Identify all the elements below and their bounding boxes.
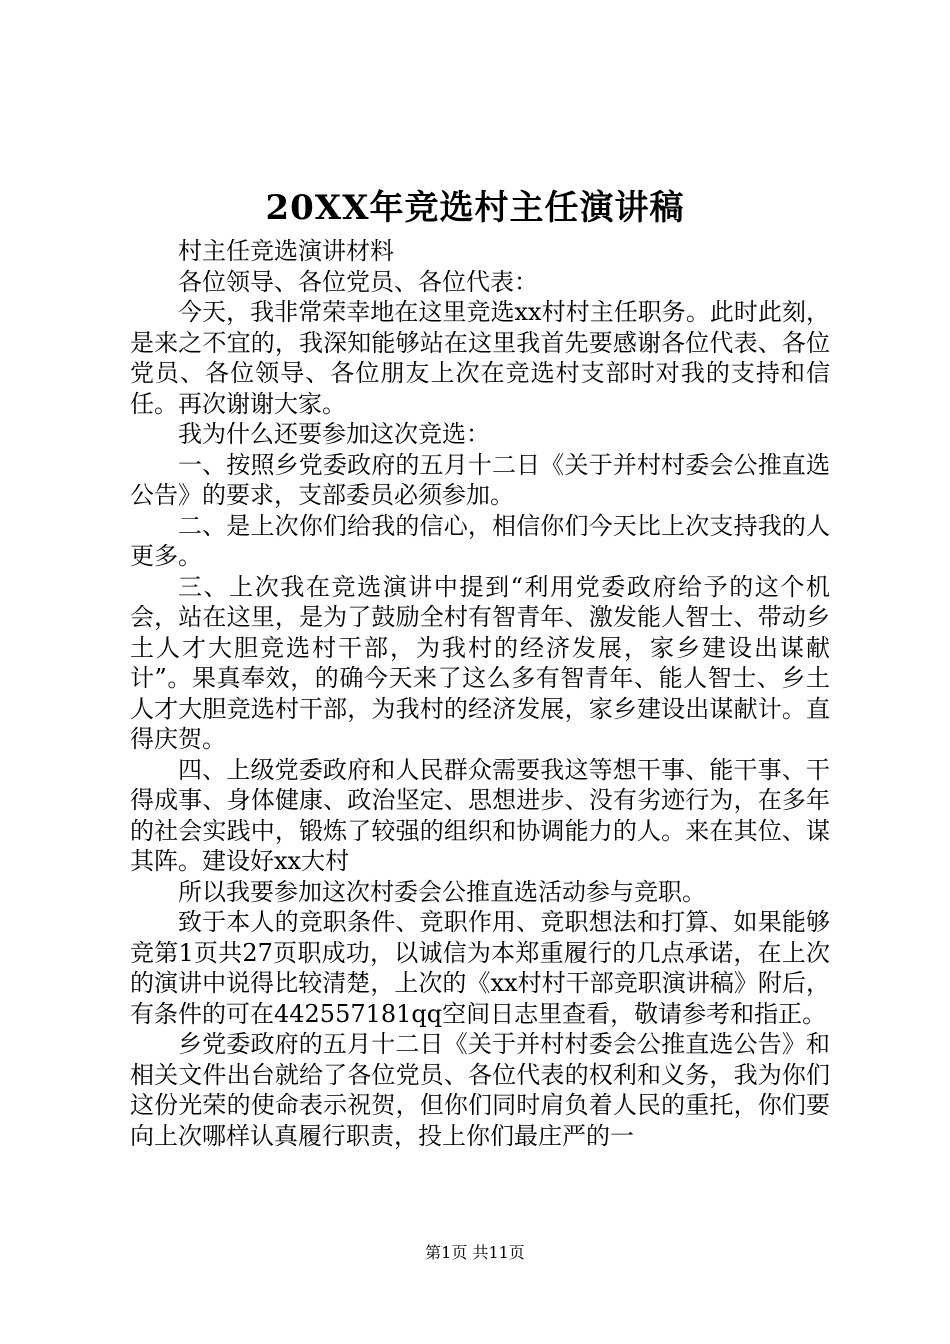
paragraph: 二、是上次你们给我的信心，相信你们今天比上次支持我的人更多。	[130, 511, 830, 570]
document-title: 20XX年竞选村主任演讲稿	[265, 188, 685, 228]
paragraph: 一、按照乡党委政府的五月十二日《关于并村村委会公推直选公告》的要求，支部委员必须参加。	[130, 450, 830, 509]
paragraph-salutation: 各位领导、各位党员、各位代表：	[178, 267, 538, 296]
paragraph-subtitle: 村主任竞选演讲材料	[178, 237, 394, 265]
paragraph: 三、上次我在竞选演讲中提到“利用党委政府给予的这个机会，站在这里，是为了鼓励全村有智青年、激发能人智士、带动乡土人才大胆竞选村干部，为我村的经济发展，家乡建设出谋献计”。果真奉效，的确今天来了这么多有智青年、能人智士、乡土人才大胆竞选村干部，为我村的经济发展，家乡建设出谋献计。直得庆贺。	[130, 572, 830, 753]
paragraph: 今天，我非常荣幸地在这里竞选xx村村主任职务。此时此刻，是来之不宜的，我深知能够站在这里我首先要感谢各位代表、各位党员、各位领导、各位朋友上次在竞选村支部时对我的支持和信任。再次谢谢大家。	[130, 298, 830, 418]
page-footer: 第1页 共11页	[425, 1243, 525, 1262]
paragraph: 所以我要参加这次村委会公推直选活动参与竞职。	[178, 877, 706, 906]
paragraph: 四、上级党委政府和人民群众需要我这等想干事、能干事、干得成事、身体健康、政治坚定、思想进步、没有劣迹行为，在多年的社会实践中，锻炼了较强的组织和协调能力的人。来在其位、谋其阵。建设好xx大村	[130, 755, 830, 875]
paragraph: 我为什么还要参加这次竞选：	[178, 420, 490, 448]
paragraph: 致于本人的竞职条件、竞职作用、竞职想法和打算、如果能够竞第1页共27页职成功，以诚信为本郑重履行的几点承诺，在上次的演讲中说得比较清楚，上次的《xx村村干部竞职演讲稿》附后，有条件的可在442557181qq空间日志里查看，敬请参考和指正。	[130, 908, 830, 1028]
document-body	[130, 236, 830, 1151]
paragraph: 乡党委政府的五月十二日《关于并村村委会公推直选公告》和相关文件出台就给了各位党员、各位代表的权利和义务，我为你们这份光荣的使命表示祝贺，但你们同时肩负着人民的重托，你们要向上次哪样认真履行职责，投上你们最庄严的一	[130, 1030, 830, 1150]
